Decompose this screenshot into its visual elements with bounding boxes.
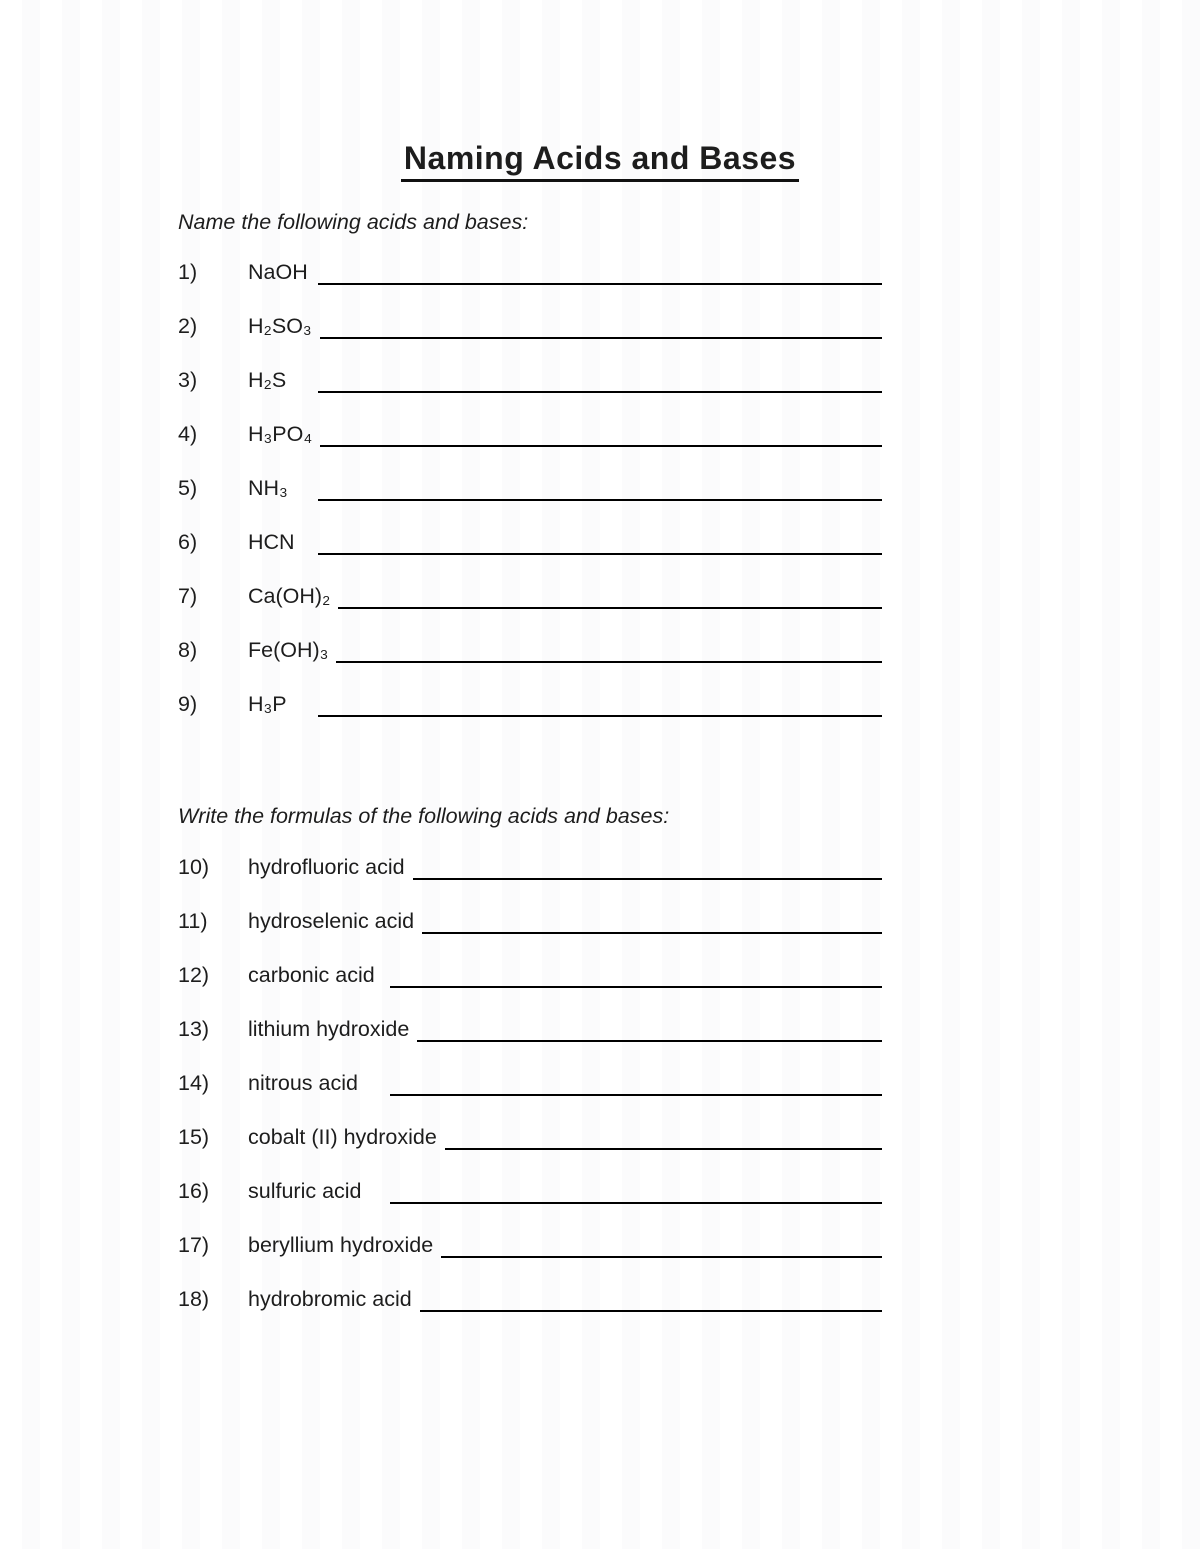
section1-list [178,231,882,717]
answer-blank-line [318,499,882,501]
item-name: sulfuric acid [248,1179,362,1204]
item-name: cobalt (II) hydroxide [248,1125,437,1150]
worksheet-item [178,447,882,501]
worksheet-item [178,1042,882,1096]
item-formula: Fe(OH)₃ [248,638,329,663]
item-name: hydrobromic acid [248,1287,412,1312]
item-formula: HCN [248,530,295,555]
answer-blank-line [320,445,882,447]
answer-blank-line [338,607,882,609]
worksheet-item [178,1258,882,1312]
item-number: 11) [178,909,208,934]
item-number: 10) [178,855,210,880]
item-formula: H₂SO₃ [248,314,312,339]
answer-blank-line [318,553,882,555]
item-number: 18) [178,1287,210,1312]
page-title: Naming Acids and Bases [401,140,799,182]
answer-blank-line [422,932,882,934]
item-number: 17) [178,1233,210,1258]
item-number: 8) [178,638,198,663]
worksheet-item [178,609,882,663]
worksheet-item [178,339,882,393]
answer-blank-line [417,1040,882,1042]
answer-blank-line [420,1310,882,1312]
worksheet-item [178,393,882,447]
answer-blank-line [320,337,882,339]
worksheet-item [178,1150,882,1204]
item-number: 1) [178,260,198,285]
worksheet-item [178,934,882,988]
answer-blank-line [390,986,882,988]
item-formula: H₃PO₄ [248,422,313,447]
item-number: 15) [178,1125,210,1150]
item-number: 7) [178,584,198,609]
item-number: 16) [178,1179,210,1204]
worksheet-item [178,1204,882,1258]
worksheet-item [178,501,882,555]
worksheet-item [178,231,882,285]
item-number: 13) [178,1017,210,1042]
section2-list [178,826,882,1312]
item-formula: Ca(OH)₂ [248,584,331,609]
answer-blank-line [318,715,882,717]
item-number: 12) [178,963,210,988]
answer-blank-line [336,661,882,663]
item-number: 14) [178,1071,210,1096]
worksheet-item [178,663,882,717]
worksheet-item [178,826,882,880]
item-number: 2) [178,314,198,339]
item-formula: NH₃ [248,476,288,501]
item-formula: NaOH [248,260,308,285]
item-number: 4) [178,422,198,447]
item-name: hydroselenic acid [248,909,415,934]
answer-blank-line [318,391,882,393]
section2-instruction: Write the formulas of the following acids and bases: [178,804,670,828]
item-formula: H₂S [248,368,287,393]
answer-blank-line [318,283,882,285]
title-row [0,140,1200,182]
answer-blank-line [390,1202,882,1204]
item-number: 6) [178,530,198,555]
item-name: carbonic acid [248,963,375,988]
item-name: lithium hydroxide [248,1017,410,1042]
answer-blank-line [390,1094,882,1096]
worksheet-item [178,1096,882,1150]
answer-blank-line [413,878,882,880]
answer-blank-line [445,1148,882,1150]
worksheet-item [178,988,882,1042]
item-number: 9) [178,692,198,717]
item-number: 3) [178,368,198,393]
section1-instruction: Name the following acids and bases: [178,210,529,234]
worksheet-item [178,880,882,934]
item-formula: H₃P [248,692,287,717]
worksheet-item [178,555,882,609]
worksheet-item [178,285,882,339]
item-name: nitrous acid [248,1071,358,1096]
item-name: hydrofluoric acid [248,855,405,880]
answer-blank-line [441,1256,882,1258]
item-name: beryllium hydroxide [248,1233,434,1258]
item-number: 5) [178,476,198,501]
